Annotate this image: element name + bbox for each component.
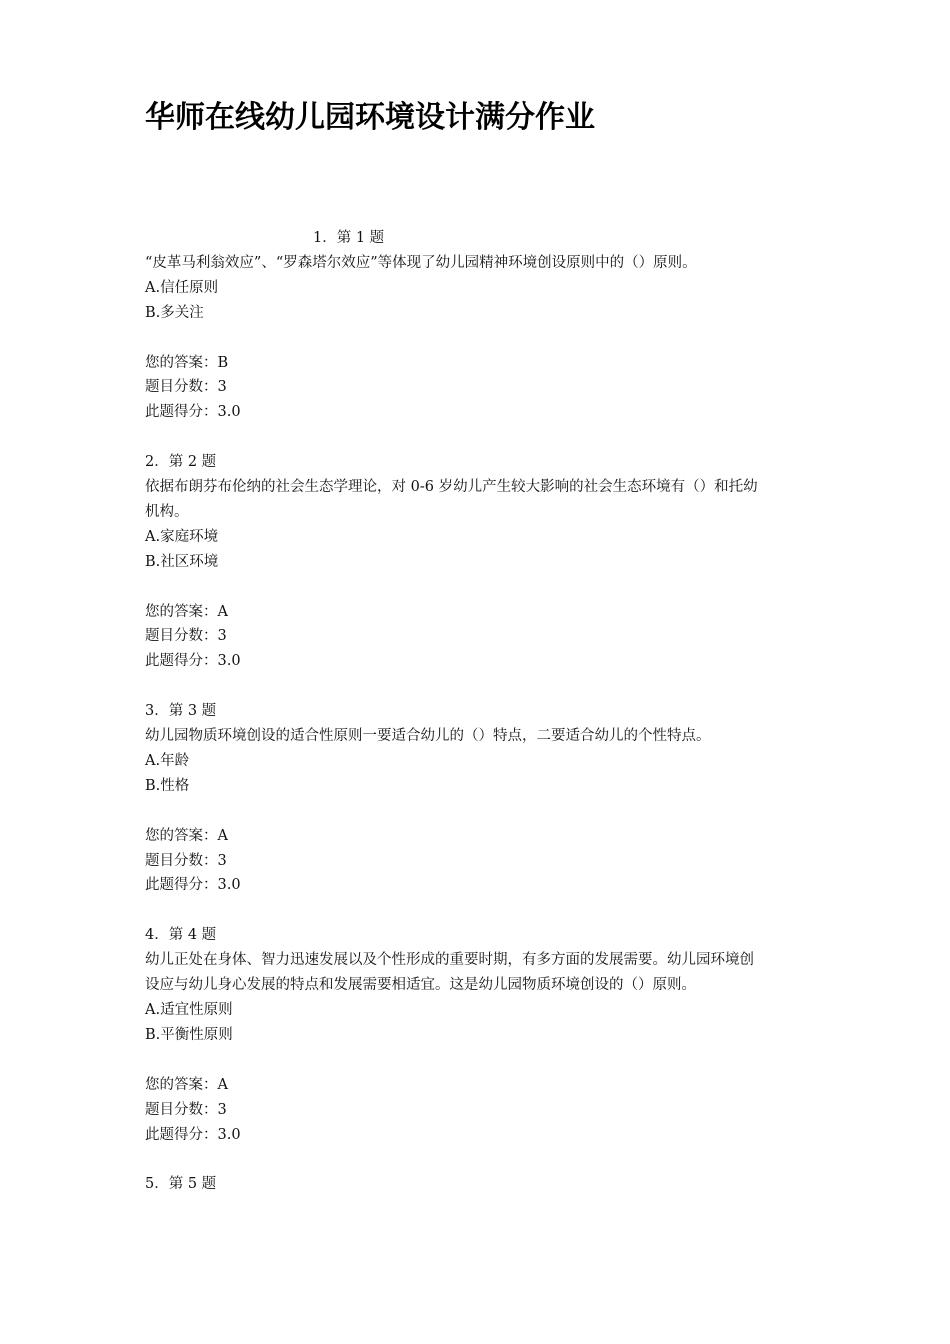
spacer (145, 898, 817, 923)
question-stem-line-1: 幼儿正处在身体、智力迅速发展以及个性形成的重要时期，有多方面的发展需要。幼儿园环境创 (145, 952, 754, 969)
spacer (145, 1147, 817, 1172)
document-title: 华师在线幼儿园环境设计满分作业 (145, 100, 595, 135)
question-score: 此题得分：3.0 (145, 877, 241, 894)
question-points: 题目分数：3 (145, 1101, 227, 1118)
question-list (145, 226, 817, 1197)
option-a: A.年龄 (145, 752, 190, 769)
question-points: 题目分数：3 (145, 852, 227, 869)
spacer (145, 425, 817, 450)
question-heading: 1．第 1 题 (313, 230, 385, 246)
spacer (145, 326, 817, 351)
question-score: 此题得分：3.0 (145, 1126, 241, 1143)
question-score: 此题得分：3.0 (145, 404, 241, 421)
question-stem-line-1: 依据布朗芬布伦纳的社会生态学理论，对 0-6 岁幼儿产生较大影响的社会生态环境有（）和托幼 (145, 479, 758, 496)
question-5 (145, 1172, 817, 1197)
spacer (145, 799, 817, 824)
question-1 (145, 226, 817, 450)
question-stem: 幼儿园物质环境创设的适合性原则一要适合幼儿的（）特点，二要适合幼儿的个性特点。 (145, 728, 711, 745)
question-stem-line-2: 机构。 (145, 503, 189, 520)
spacer (145, 674, 817, 699)
option-a: A.家庭环境 (145, 528, 219, 545)
option-b: B.社区环境 (145, 553, 219, 570)
option-a: A.信任原则 (145, 279, 219, 296)
spacer (145, 575, 817, 600)
your-answer: 您的答案：B (145, 354, 229, 371)
question-points: 题目分数：3 (145, 379, 227, 396)
question-3 (145, 699, 817, 923)
question-heading: 3．第 3 题 (145, 703, 217, 720)
question-heading: 4．第 4 题 (145, 927, 217, 944)
question-stem: “皮革马利翁效应”、“罗森塔尔效应”等体现了幼儿园精神环境创设原则中的（）原则。 (145, 254, 697, 271)
question-heading: 5．第 5 题 (145, 1176, 217, 1193)
question-points: 题目分数：3 (145, 628, 227, 645)
question-score: 此题得分：3.0 (145, 653, 241, 670)
your-answer: 您的答案：A (145, 1076, 228, 1093)
spacer (145, 1048, 817, 1073)
option-a: A.适宜性原则 (145, 1002, 233, 1018)
option-b: B.平衡性原则 (145, 1026, 233, 1043)
question-4 (145, 923, 817, 1172)
option-b: B.多关注 (145, 304, 204, 321)
your-answer: 您的答案：A (145, 603, 228, 620)
question-heading: 2．第 2 题 (145, 454, 217, 471)
question-stem-line-2: 设应与幼儿身心发展的特点和发展需要相适宜。这是幼儿园物质环境创设的（）原则。 (145, 977, 696, 994)
option-b: B.性格 (145, 777, 190, 794)
your-answer: 您的答案：A (145, 827, 228, 844)
question-2 (145, 450, 817, 699)
